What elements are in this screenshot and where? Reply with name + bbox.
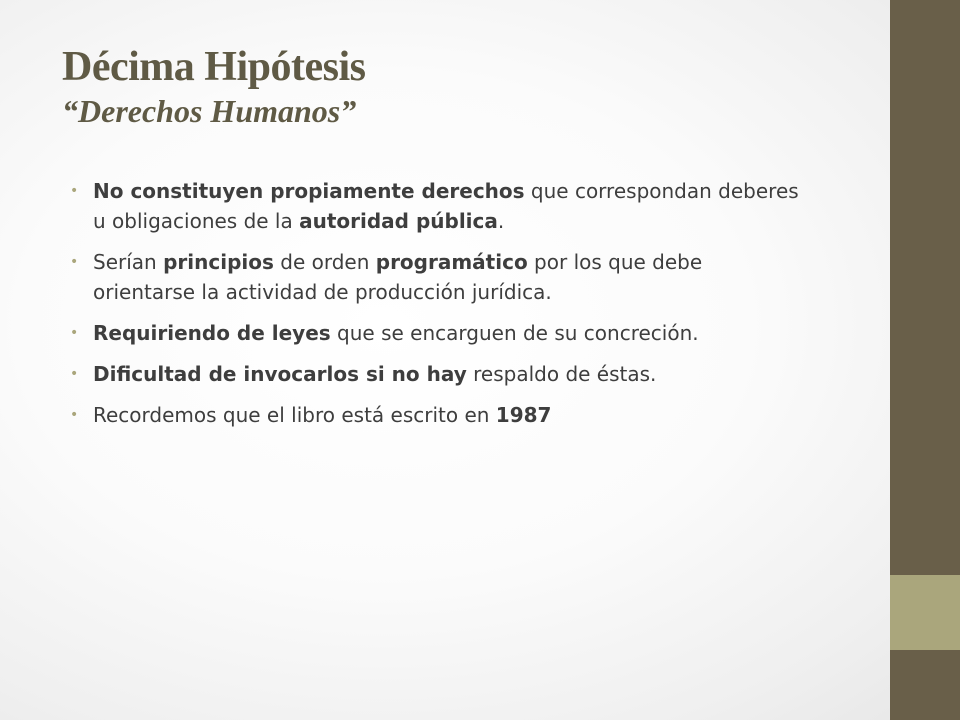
bullet-text-bold: principios: [163, 250, 274, 274]
bullet-text: respaldo de éstas.: [466, 362, 657, 386]
bullet-item: [70, 359, 800, 389]
bullet-text-bold: Dificultad de invocarlos si no hay: [93, 362, 467, 386]
sidebar-band-bottom: [890, 650, 960, 720]
bullet-text-bold: Requiriendo de leyes: [93, 321, 331, 345]
bullet-text: que correspondan deberes u obligaciones de la: [93, 179, 799, 233]
slide-subtitle: “Derechos Humanos”: [62, 93, 357, 129]
bullet-text-bold: 1987: [495, 403, 552, 427]
slide-title: Décima Hipótesis: [62, 44, 366, 90]
sidebar-band-top: [890, 0, 960, 575]
bullet-dot-icon: •: [70, 254, 79, 270]
bullet-text-bold: programático: [375, 250, 528, 274]
bullet-text-bold: No constituyen propiamente derechos: [93, 179, 525, 203]
bullet-text: .: [497, 209, 505, 233]
bullet-dot-icon: •: [70, 366, 79, 382]
bullet-text: de orden: [273, 250, 376, 274]
bullet-text: por los que debe orientarse la actividad de producción jurídica.: [93, 250, 703, 304]
bullet-item: [70, 400, 800, 430]
bullet-text: Serían: [93, 250, 164, 274]
bullet-item: [70, 176, 800, 236]
title-block: [62, 42, 862, 130]
bullet-text: que se encarguen de su concreción.: [330, 321, 699, 345]
bullet-item: [70, 247, 800, 307]
bullet-text-bold: autoridad pública: [299, 209, 498, 233]
bullet-dot-icon: •: [70, 183, 79, 199]
decorative-sidebar: [890, 0, 960, 720]
bullet-text: Recordemos que el libro está escrito en: [93, 403, 496, 427]
bullet-list: [70, 176, 800, 441]
bullet-dot-icon: •: [70, 325, 79, 341]
bullet-dot-icon: •: [70, 407, 79, 423]
bullet-item: [70, 318, 800, 348]
sidebar-band-middle: [890, 575, 960, 650]
